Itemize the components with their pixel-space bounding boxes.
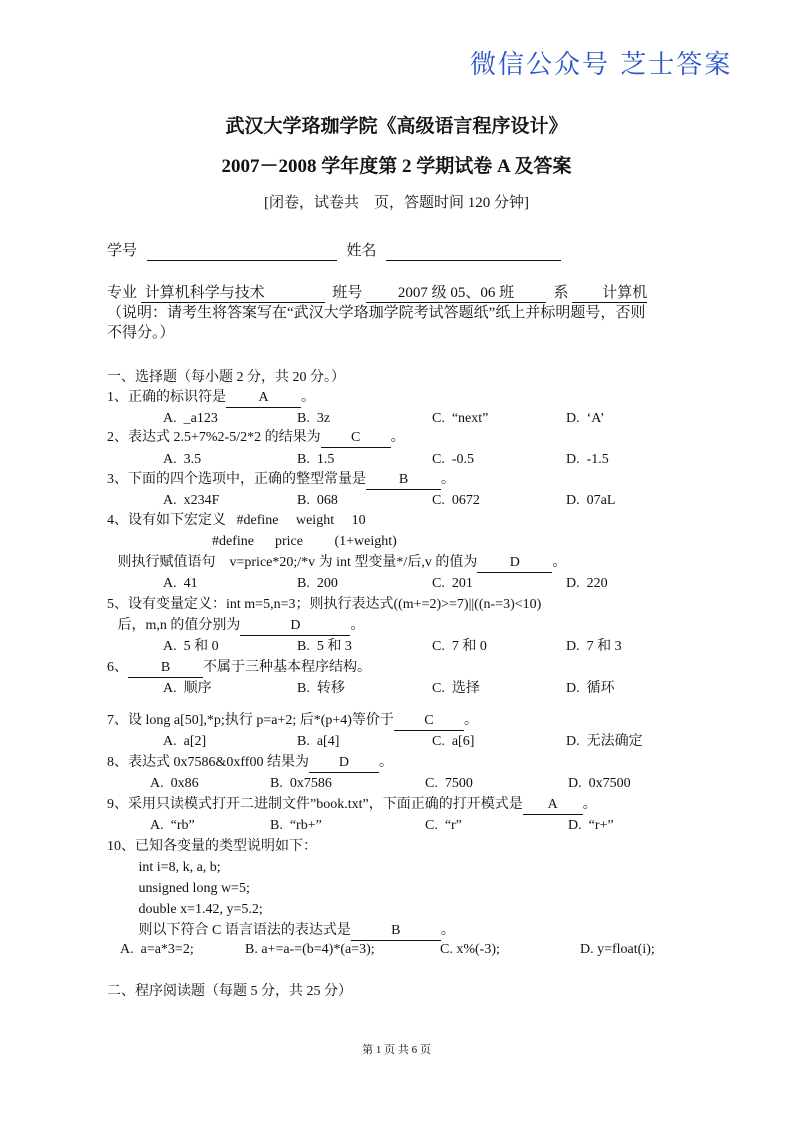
option-d: D. 07aL [566, 493, 616, 508]
answer-blank: D [309, 754, 379, 773]
answer-blank: B [366, 471, 441, 490]
option-c: C. a[6] [432, 734, 475, 749]
question-text: 。 [440, 923, 455, 938]
section-1-heading: 一、选择题（每小题 2 分，共 20 分。） [107, 370, 345, 385]
question-6-line [107, 659, 371, 678]
question-text: int i=8, k, a, b; [107, 860, 221, 875]
option-d: D. 0x7500 [568, 776, 631, 791]
question-10-line [107, 880, 250, 898]
question-text: #define price (1+weight) [107, 534, 397, 549]
question-4-line [107, 554, 566, 573]
question-text: 。 [378, 755, 393, 770]
student-id-label: 学号 [107, 243, 138, 259]
question-text: double x=1.42, y=5.2; [107, 902, 263, 917]
option-a: A. _a123 [163, 411, 218, 426]
student-id-field[interactable] [147, 242, 337, 261]
exam-note: [闭卷，试卷共 页，答题时间 120 分钟] [264, 195, 529, 211]
question-text: 5、设有变量定义：int m=5,n=3；则执行表达式((m+=2)>=7)||((n-=3)<10) [107, 597, 542, 612]
question-text: 3、下面的四个选项中，正确的整型常量是 [107, 472, 366, 487]
option-c: C. x%(-3); [440, 942, 500, 957]
section-2-heading: 二、程序阅读题（每题 5 分，共 25 分） [107, 984, 352, 999]
option-b: B. 转移 [297, 681, 345, 696]
answer-blank: D [477, 554, 552, 573]
student-id-row [107, 242, 561, 261]
question-text: 。 [390, 430, 405, 445]
option-c: C. “r” [425, 818, 462, 833]
option-a: A. 5 和 0 [163, 639, 219, 654]
answer-blank: B [351, 922, 441, 941]
question-3-line [107, 471, 455, 490]
option-b: B. 5 和 3 [297, 639, 352, 654]
option-a: A. a=a*3=2; [120, 942, 194, 957]
question-text: 。 [582, 797, 597, 812]
question-5-line [107, 596, 541, 614]
question-text: 10、已知各变量的类型说明如下： [107, 839, 317, 854]
option-a: A. a[2] [163, 734, 207, 749]
question-2-line [107, 429, 405, 448]
question-text: 4、设有如下宏定义 #define weight 10 [107, 513, 366, 528]
option-b: B. a[4] [297, 734, 340, 749]
option-b: B. a+=a-=(b=4)*(a=3); [245, 942, 375, 957]
question-9-line [107, 796, 597, 815]
dept-label: 系 [553, 285, 569, 301]
class-label: 班号 [332, 285, 363, 301]
question-10-line [107, 901, 263, 919]
option-c: C. 0672 [432, 493, 480, 508]
question-text: 则以下符合 C 语言语法的表达式是 [107, 923, 351, 938]
question-text: 9、采用只读模式打开二进制文件”book.txt”，下面正确的打开模式是 [107, 797, 523, 812]
question-text: 。 [301, 390, 315, 405]
option-c: C. 选择 [432, 681, 480, 696]
question-text: 不属于三种基本程序结构。 [203, 660, 371, 675]
question-text: 7、设 long a[50],*p;执行 p=a+2; 后*(p+4)等价于 [107, 713, 394, 728]
option-d: D. y=float(i); [580, 942, 655, 957]
answer-blank: C [321, 429, 391, 448]
instructions-line-1: （说明：请考生将答案写在“武汉大学珞珈学院考试答题纸”纸上并标明题号，否则 [107, 305, 646, 321]
watermark: 微信公众号 芝士答案 [470, 50, 733, 80]
answer-blank: B [128, 659, 203, 678]
option-a: A. 41 [163, 576, 198, 591]
option-d: D. 220 [566, 576, 608, 591]
option-b: B. 1.5 [297, 452, 335, 467]
question-text: unsigned long w=5; [107, 881, 250, 896]
question-text: 。 [552, 555, 567, 570]
dept-value: 计算机 [572, 284, 647, 303]
option-a: A. 顺序 [163, 681, 212, 696]
major-label: 专业 [107, 285, 138, 301]
question-7-line [107, 712, 478, 731]
answer-blank: A [226, 389, 301, 408]
answer-blank: A [523, 796, 583, 815]
option-c: C. 201 [432, 576, 473, 591]
option-a: A. 3.5 [163, 452, 202, 467]
question-10-line [107, 859, 221, 877]
question-10-line [107, 922, 455, 941]
option-d: D. -1.5 [566, 452, 609, 467]
option-c: C. -0.5 [432, 452, 474, 467]
option-d: D. 循环 [566, 681, 615, 696]
major-value: 计算机科学与技术 [141, 284, 325, 303]
option-a: A. x234F [163, 493, 220, 508]
question-text: 。 [441, 472, 455, 487]
student-name-field[interactable] [386, 242, 561, 261]
question-1-line [107, 389, 315, 408]
option-c: C. 7 和 0 [432, 639, 487, 654]
option-b: B. 0x7586 [270, 776, 332, 791]
page-footer: 第 1 页 共 6 页 [362, 1044, 431, 1056]
question-text: 1、正确的标识符是 [107, 390, 226, 405]
exam-title: 武汉大学珞珈学院《高级语言程序设计》 [225, 116, 568, 137]
class-value: 2007 级 05、06 班 [366, 284, 546, 303]
option-d: D. 7 和 3 [566, 639, 622, 654]
option-d: D. “r+” [568, 818, 614, 833]
option-c: C. “next” [432, 411, 489, 426]
option-a: A. “rb” [150, 818, 195, 833]
major-row [107, 284, 647, 303]
answer-blank: C [394, 712, 464, 731]
question-text: 2、表达式 2.5+7%2-5/2*2 的结果为 [107, 430, 321, 445]
question-text: 8、表达式 0x7586&0xff00 结果为 [107, 755, 309, 770]
question-text: 则执行赋值语句 v=price*20;/*v 为 int 型变量*/后,v 的值为 [107, 555, 478, 570]
option-b: B. 3z [297, 411, 331, 426]
exam-subtitle: 2007－2008 学年度第 2 学期试卷 A 及答案 [221, 156, 572, 177]
question-4-line [107, 533, 397, 551]
answer-blank: D [240, 617, 350, 636]
instructions-line-2: 不得分。） [107, 325, 175, 341]
question-4-line [107, 512, 366, 530]
student-name-label: 姓名 [346, 243, 377, 259]
question-5-line [107, 617, 364, 636]
option-b: B. 200 [297, 576, 338, 591]
question-text: 后，m,n 的值分别为 [107, 618, 241, 633]
question-text: 。 [350, 618, 365, 633]
option-b: B. “rb+” [270, 818, 322, 833]
option-d: D. ‘A’ [566, 411, 605, 426]
question-10-line [107, 838, 317, 856]
option-d: D. 无法确定 [566, 734, 643, 749]
question-text: 6、 [107, 660, 128, 675]
question-text: 。 [463, 713, 478, 728]
question-8-line [107, 754, 393, 773]
option-a: A. 0x86 [150, 776, 199, 791]
option-b: B. 068 [297, 493, 338, 508]
option-c: C. 7500 [425, 776, 473, 791]
